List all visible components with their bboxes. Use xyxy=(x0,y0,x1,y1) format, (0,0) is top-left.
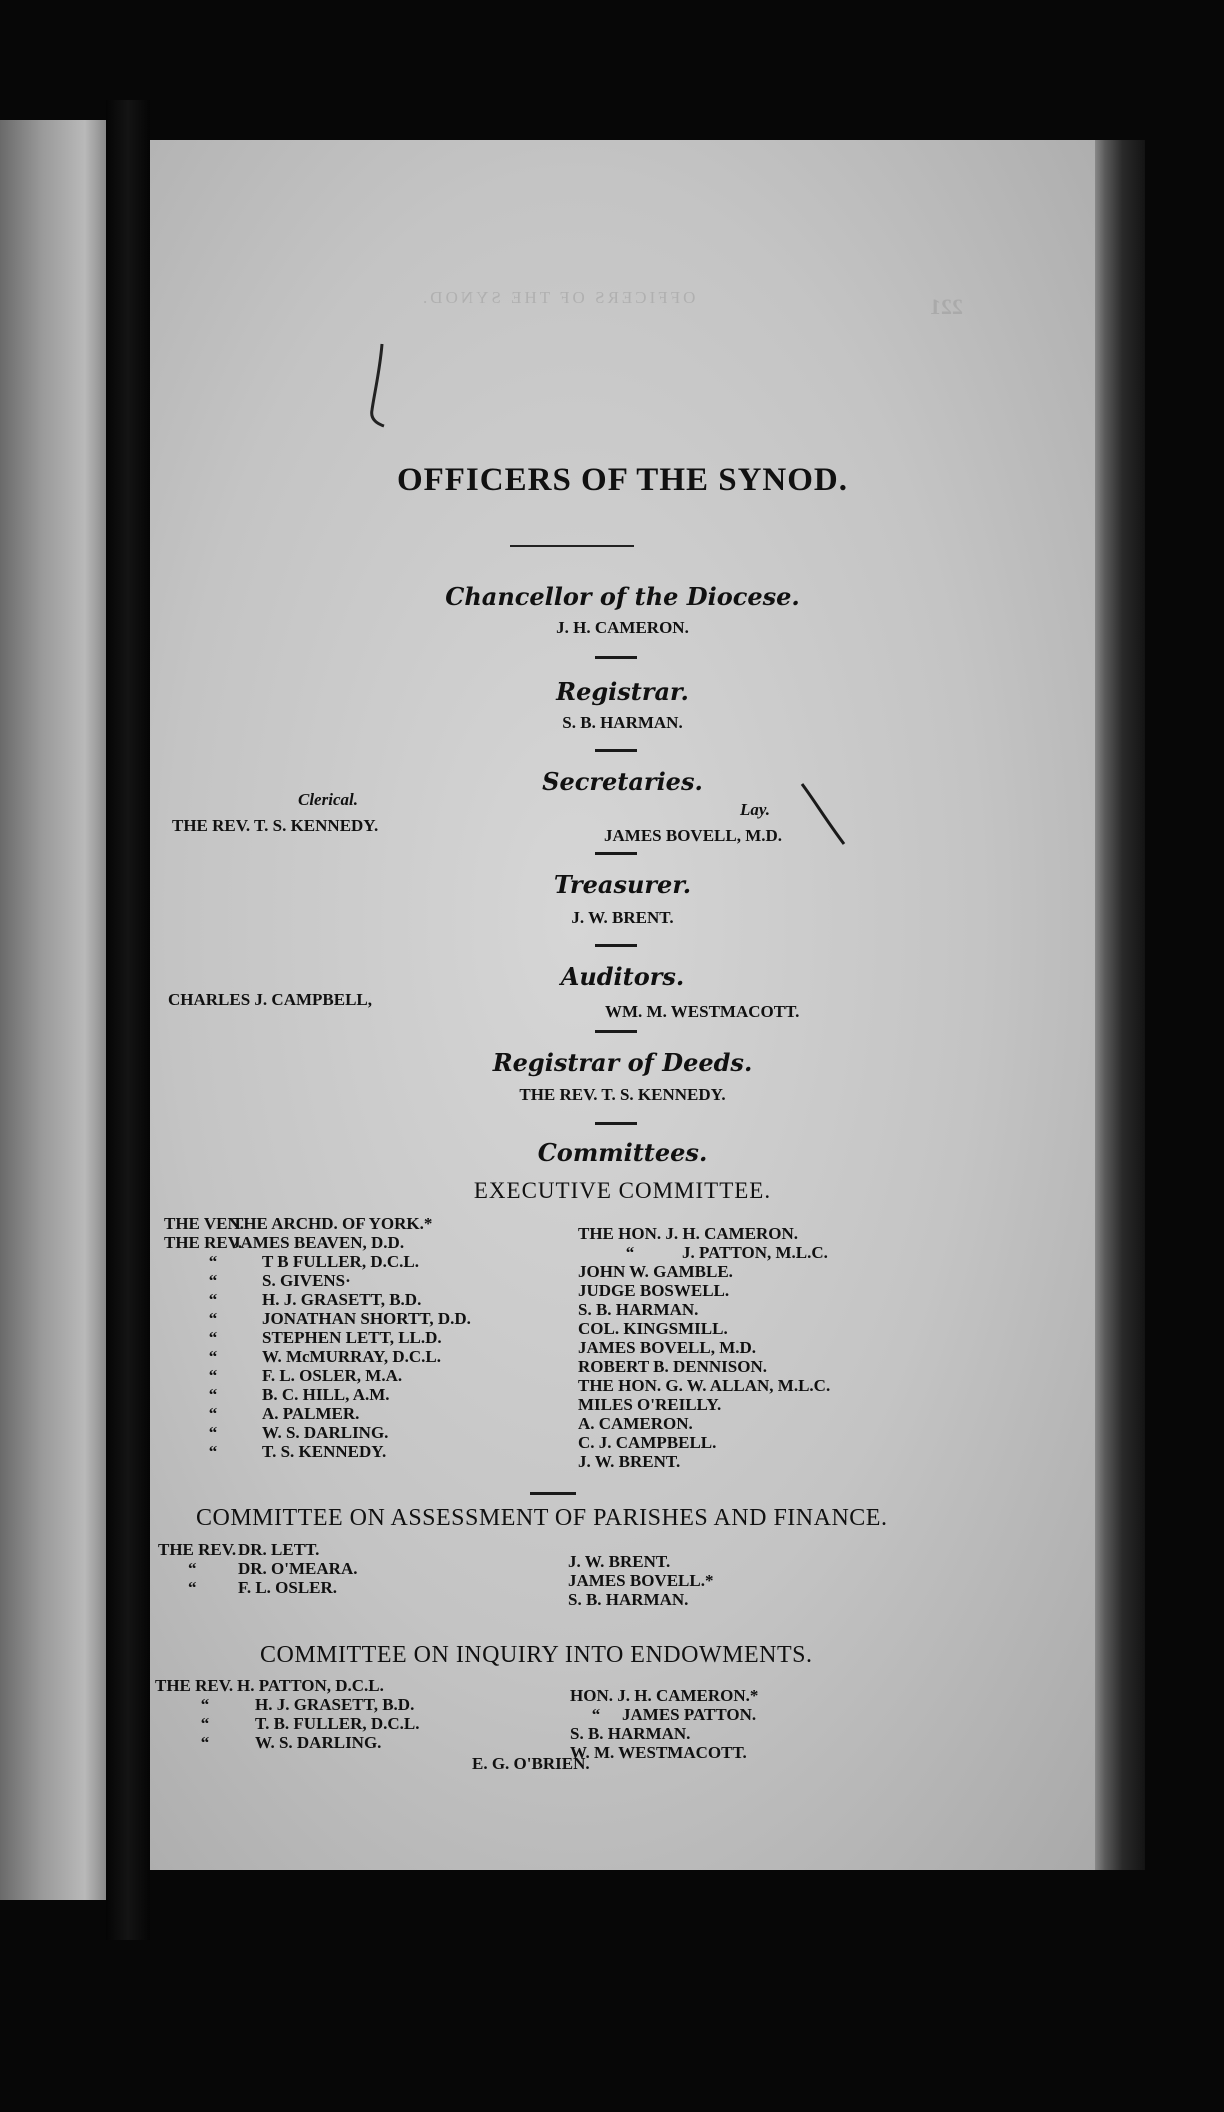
registrar-of-deeds-name: THE REV. T. S. KENNEDY. xyxy=(519,1085,726,1104)
book-gutter xyxy=(106,100,150,1940)
member-name: JAMES BEAVEN, D.D. xyxy=(232,1233,405,1252)
lay-label: Lay. xyxy=(740,800,771,819)
auditor-left: CHARLES J. CAMPBELL, xyxy=(168,990,373,1009)
member-name: F. L. OSLER. xyxy=(238,1578,338,1597)
member-row xyxy=(164,1252,471,1271)
member-row xyxy=(158,1559,357,1578)
member-name: J. W. BRENT. xyxy=(578,1452,681,1471)
member-row xyxy=(158,1578,357,1597)
member-prefix: “ xyxy=(625,1243,635,1262)
member-row xyxy=(570,1743,758,1762)
executive-committee-title: EXECUTIVE COMMITTEE. xyxy=(473,1178,772,1203)
registrar-name: S. B. HARMAN. xyxy=(562,713,683,732)
member-name: S. B. HARMAN. xyxy=(568,1590,689,1609)
pencil-check-mark xyxy=(800,780,850,850)
member-row xyxy=(578,1224,830,1243)
chancellor-name: J. H. CAMERON. xyxy=(556,618,689,637)
assessment-committee-title: COMMITTEE ON ASSESSMENT OF PARISHES AND FINANCE. xyxy=(196,1505,888,1531)
member-name: JAMES BOVELL, M.D. xyxy=(578,1338,757,1357)
member-prefix: “ xyxy=(208,1328,218,1347)
member-name: THE ARCHD. OF YORK.* xyxy=(232,1214,433,1233)
divider xyxy=(595,1030,637,1033)
member-row xyxy=(578,1319,830,1338)
divider xyxy=(595,1122,637,1125)
member-row xyxy=(155,1695,420,1714)
member-name: HON. J. H. CAMERON.* xyxy=(570,1686,759,1705)
member-row xyxy=(164,1442,471,1461)
auditors-heading: Auditors. xyxy=(560,962,685,991)
member-name: DR. LETT. xyxy=(238,1540,320,1559)
divider xyxy=(530,1492,576,1495)
auditor-right: WM. M. WESTMACOTT. xyxy=(605,1002,800,1021)
member-row xyxy=(570,1705,758,1724)
member-row xyxy=(164,1423,471,1442)
member-row xyxy=(164,1366,471,1385)
member-name: THE HON. J. H. CAMERON. xyxy=(578,1224,799,1243)
member-prefix: THE REV. xyxy=(155,1676,234,1695)
member-row xyxy=(164,1347,471,1366)
member-name: S. B. HARMAN. xyxy=(570,1724,691,1743)
member-name: ROBERT B. DENNISON. xyxy=(578,1357,767,1376)
endowments-committee-title: COMMITTEE ON INQUIRY INTO ENDOWMENTS. xyxy=(260,1642,813,1668)
member-prefix: “ xyxy=(591,1705,601,1724)
member-prefix: “ xyxy=(200,1733,210,1752)
title-rule xyxy=(510,545,634,547)
member-name: S. B. HARMAN. xyxy=(578,1300,699,1319)
member-name: H. PATTON, D.C.L. xyxy=(237,1676,384,1695)
clerical-secretary-name: THE REV. T. S. KENNEDY. xyxy=(172,816,379,835)
member-name: JONATHAN SHORTT, D.D. xyxy=(262,1309,471,1328)
member-name: COL. KINGSMILL. xyxy=(578,1319,728,1338)
member-name: T B FULLER, D.C.L. xyxy=(262,1252,419,1271)
member-name: W. S. DARLING. xyxy=(262,1423,389,1442)
divider xyxy=(595,656,637,659)
member-row xyxy=(578,1338,830,1357)
member-prefix: “ xyxy=(208,1309,218,1328)
member-prefix: “ xyxy=(208,1252,218,1271)
member-row xyxy=(570,1724,758,1743)
lay-secretary-name: JAMES BOVELL, M.D. xyxy=(604,826,783,845)
member-name: T. S. KENNEDY. xyxy=(262,1442,387,1461)
member-row xyxy=(578,1357,830,1376)
treasurer-heading: Treasurer. xyxy=(553,870,692,899)
registrar-heading: Registrar. xyxy=(556,677,689,706)
member-name: W. S. DARLING. xyxy=(255,1733,382,1752)
member-name: JOHN W. GAMBLE. xyxy=(578,1262,733,1281)
executive-right-column xyxy=(578,1224,830,1471)
member-row xyxy=(570,1686,758,1705)
member-name: DR. O'MEARA. xyxy=(238,1559,358,1578)
endowments-footer-name: E. G. O'BRIEN. xyxy=(472,1754,590,1773)
member-name: H. J. GRASETT, B.D. xyxy=(255,1695,415,1714)
member-prefix: “ xyxy=(208,1385,218,1404)
member-row xyxy=(164,1290,471,1309)
member-prefix: “ xyxy=(208,1442,218,1461)
endowments-right-column xyxy=(570,1686,758,1762)
bleed-through-header: OFFICERS OF THE SYNOD. xyxy=(420,288,696,307)
member-row xyxy=(158,1540,357,1559)
member-name: C. J. CAMPBELL. xyxy=(578,1433,717,1452)
member-prefix: “ xyxy=(200,1695,210,1714)
member-row xyxy=(578,1433,830,1452)
member-name: JAMES BOVELL.* xyxy=(568,1571,714,1590)
endowments-left-column xyxy=(155,1676,420,1752)
member-row xyxy=(578,1414,830,1433)
member-row xyxy=(578,1395,830,1414)
member-name: J. PATTON, M.L.C. xyxy=(682,1243,828,1262)
member-prefix: “ xyxy=(208,1271,218,1290)
member-prefix: THE REV. xyxy=(158,1540,237,1559)
member-row xyxy=(164,1271,471,1290)
member-name: W. McMURRAY, D.C.L. xyxy=(262,1347,441,1366)
member-name: S. GIVENS· xyxy=(262,1271,351,1290)
page-title: OFFICERS OF THE SYNOD. xyxy=(396,462,849,498)
member-row xyxy=(164,1233,471,1252)
clerical-label: Clerical. xyxy=(298,790,358,809)
bleed-through-page-number: 221 xyxy=(930,294,963,319)
member-name: H. J. GRASETT, B.D. xyxy=(262,1290,422,1309)
member-prefix: “ xyxy=(208,1347,218,1366)
chancellor-heading: Chancellor of the Diocese. xyxy=(445,582,800,611)
member-prefix: “ xyxy=(208,1423,218,1442)
secretaries-heading: Secretaries. xyxy=(542,767,703,796)
divider xyxy=(595,749,637,752)
member-name: JUDGE BOSWELL. xyxy=(578,1281,730,1300)
member-prefix: “ xyxy=(208,1366,218,1385)
assessment-right-column xyxy=(568,1552,713,1609)
member-row xyxy=(578,1300,830,1319)
member-prefix: “ xyxy=(188,1578,197,1597)
member-name: A. CAMERON. xyxy=(578,1414,693,1433)
registrar-of-deeds-heading: Registrar of Deeds. xyxy=(492,1048,753,1077)
member-row xyxy=(155,1676,420,1695)
member-name: A. PALMER. xyxy=(262,1404,360,1423)
member-name: J. W. BRENT. xyxy=(568,1552,671,1571)
member-row xyxy=(578,1262,830,1281)
divider xyxy=(595,852,637,855)
member-row xyxy=(155,1733,420,1752)
member-row xyxy=(164,1404,471,1423)
member-prefix: “ xyxy=(208,1404,218,1423)
committees-heading: Committees. xyxy=(537,1138,708,1167)
member-prefix: “ xyxy=(188,1559,197,1578)
member-name: B. C. HILL, A.M. xyxy=(262,1385,390,1404)
member-row xyxy=(578,1376,830,1395)
member-row xyxy=(164,1309,471,1328)
member-row xyxy=(578,1452,830,1471)
pencil-mark xyxy=(360,340,400,430)
member-name: F. L. OSLER, M.A. xyxy=(262,1366,403,1385)
member-prefix: “ xyxy=(200,1714,210,1733)
member-prefix: THE REV. xyxy=(164,1233,243,1252)
member-name: THE HON. G. W. ALLAN, M.L.C. xyxy=(578,1376,831,1395)
member-row xyxy=(164,1328,471,1347)
member-row xyxy=(164,1385,471,1404)
member-prefix: “ xyxy=(208,1290,218,1309)
divider xyxy=(595,944,637,947)
book-spine-edge xyxy=(1095,140,1145,1870)
member-row xyxy=(578,1281,830,1300)
assessment-left-column xyxy=(158,1540,357,1597)
treasurer-name: J. W. BRENT. xyxy=(571,908,674,927)
executive-left-column xyxy=(164,1214,471,1461)
member-row xyxy=(155,1714,420,1733)
member-row xyxy=(164,1214,471,1233)
member-row xyxy=(578,1243,830,1262)
member-name: T. B. FULLER, D.C.L. xyxy=(255,1714,420,1733)
member-prefix: THE VEN. xyxy=(164,1214,244,1233)
adjacent-page-left xyxy=(0,120,106,1900)
member-name: STEPHEN LETT, LL.D. xyxy=(262,1328,442,1347)
member-name: W. M. WESTMACOTT. xyxy=(570,1743,747,1762)
member-name: MILES O'REILLY. xyxy=(578,1395,722,1414)
member-name: JAMES PATTON. xyxy=(622,1705,757,1724)
